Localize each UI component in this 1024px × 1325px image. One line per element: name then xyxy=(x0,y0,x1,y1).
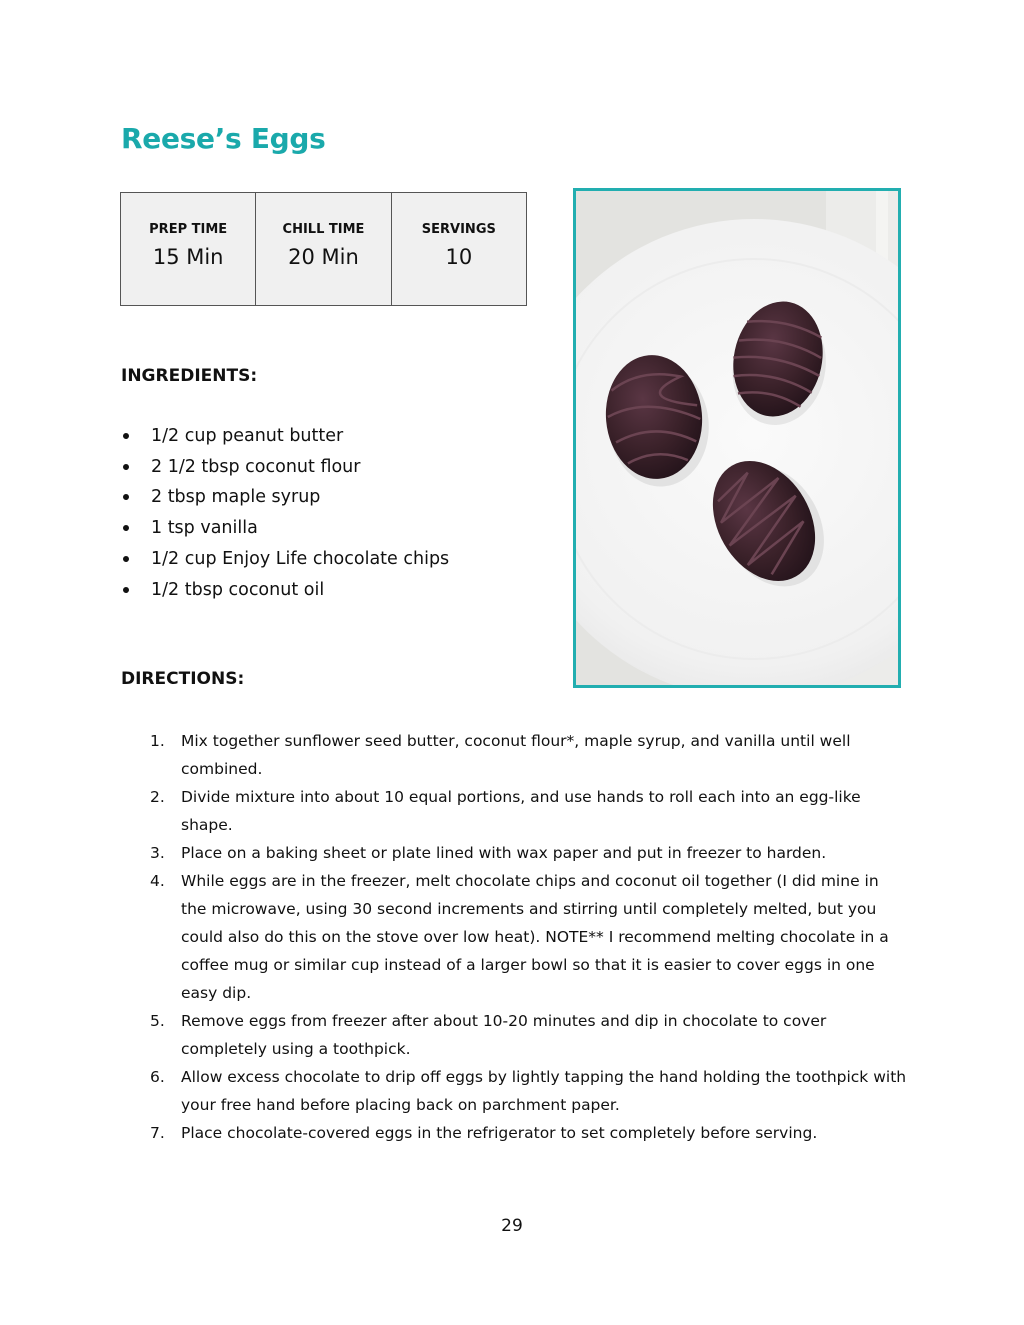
step-number: 4. xyxy=(150,872,165,890)
step-text: While eggs are in the freezer, melt chocolate chips and coconut oil together (I did mine in the microwave, using 30 second increments and stirring until completely melted, but you could also do this on the stove over low heat). NOTE** I recommend melting chocolate in a coffee mug or similar cup instead of a larger bowl so that it is easier to cover eggs in one easy dip. xyxy=(181,872,889,1002)
direction-step xyxy=(148,1007,908,1063)
servings-value: 10 xyxy=(445,245,473,269)
bullet-icon xyxy=(123,556,129,562)
bullet-icon xyxy=(123,494,129,500)
direction-step xyxy=(148,839,908,867)
ingredient-text: 1/2 cup peanut butter xyxy=(151,426,344,446)
directions-list xyxy=(148,727,908,1147)
ingredient-text: 2 tbsp maple syrup xyxy=(151,487,321,508)
step-text: Mix together sunflower seed butter, coconut flour*, maple syrup, and vanilla until well combined. xyxy=(181,732,851,778)
step-number: 2. xyxy=(150,788,165,806)
ingredient-item xyxy=(121,544,449,575)
ingredient-item xyxy=(121,482,449,513)
recipe-title: Reese’s Eggs xyxy=(121,122,326,155)
prep-time-label: PREP TIME xyxy=(149,222,228,237)
step-text: Divide mixture into about 10 equal portions, and use hands to roll each into an egg-like shape. xyxy=(181,788,861,834)
step-number: 6. xyxy=(150,1068,165,1086)
step-number: 1. xyxy=(150,732,165,750)
bullet-icon xyxy=(123,433,129,439)
direction-step xyxy=(148,1063,908,1119)
direction-step xyxy=(148,783,908,839)
ingredients-list xyxy=(121,421,449,605)
ingredient-item xyxy=(121,421,449,452)
chocolate-eggs-photo xyxy=(573,188,901,688)
recipe-info-table xyxy=(120,192,527,306)
chill-time-value: 20 Min xyxy=(288,245,359,269)
bullet-icon xyxy=(123,525,129,531)
ingredient-text: 1 tsp vanilla xyxy=(151,518,258,539)
bullet-icon xyxy=(123,464,129,470)
directions-heading: DIRECTIONS: xyxy=(121,669,245,689)
page-number: 29 xyxy=(501,1216,523,1236)
servings-label: SERVINGS xyxy=(421,222,496,237)
prep-time-value: 15 Min xyxy=(152,245,224,269)
direction-step xyxy=(148,1119,908,1147)
step-number: 5. xyxy=(150,1012,165,1030)
direction-step xyxy=(148,727,908,783)
ingredient-item xyxy=(121,575,449,606)
direction-step xyxy=(148,867,908,1007)
ingredients-heading: INGREDIENTS: xyxy=(121,366,258,386)
ingredient-item xyxy=(121,513,449,544)
servings-cell xyxy=(392,193,526,305)
step-text: Place on a baking sheet or plate lined with wax paper and put in freezer to harden. xyxy=(181,844,827,862)
chill-time-label: CHILL TIME xyxy=(282,222,365,237)
step-text: Place chocolate-covered eggs in the refrigerator to set completely before serving. xyxy=(181,1124,818,1142)
chill-time-cell xyxy=(256,193,391,305)
step-number: 3. xyxy=(150,844,165,862)
step-text: Remove eggs from freezer after about 10-20 minutes and dip in chocolate to cover completely using a toothpick. xyxy=(181,1012,827,1058)
ingredient-text: 1/2 tbsp coconut oil xyxy=(151,579,325,600)
ingredient-text: 1/2 cup Enjoy Life chocolate chips xyxy=(151,548,450,569)
chocolate-eggs-photo-icon xyxy=(576,191,898,685)
prep-time-cell xyxy=(121,193,256,305)
ingredient-item xyxy=(121,452,449,483)
ingredient-text: 2 1/2 tbsp coconut flour xyxy=(151,456,361,477)
step-text: Allow excess chocolate to drip off eggs by lightly tapping the hand holding the toothpick with your free hand before placing back on parchment paper. xyxy=(181,1068,907,1114)
bullet-icon xyxy=(123,587,129,593)
step-number: 7. xyxy=(150,1124,165,1142)
